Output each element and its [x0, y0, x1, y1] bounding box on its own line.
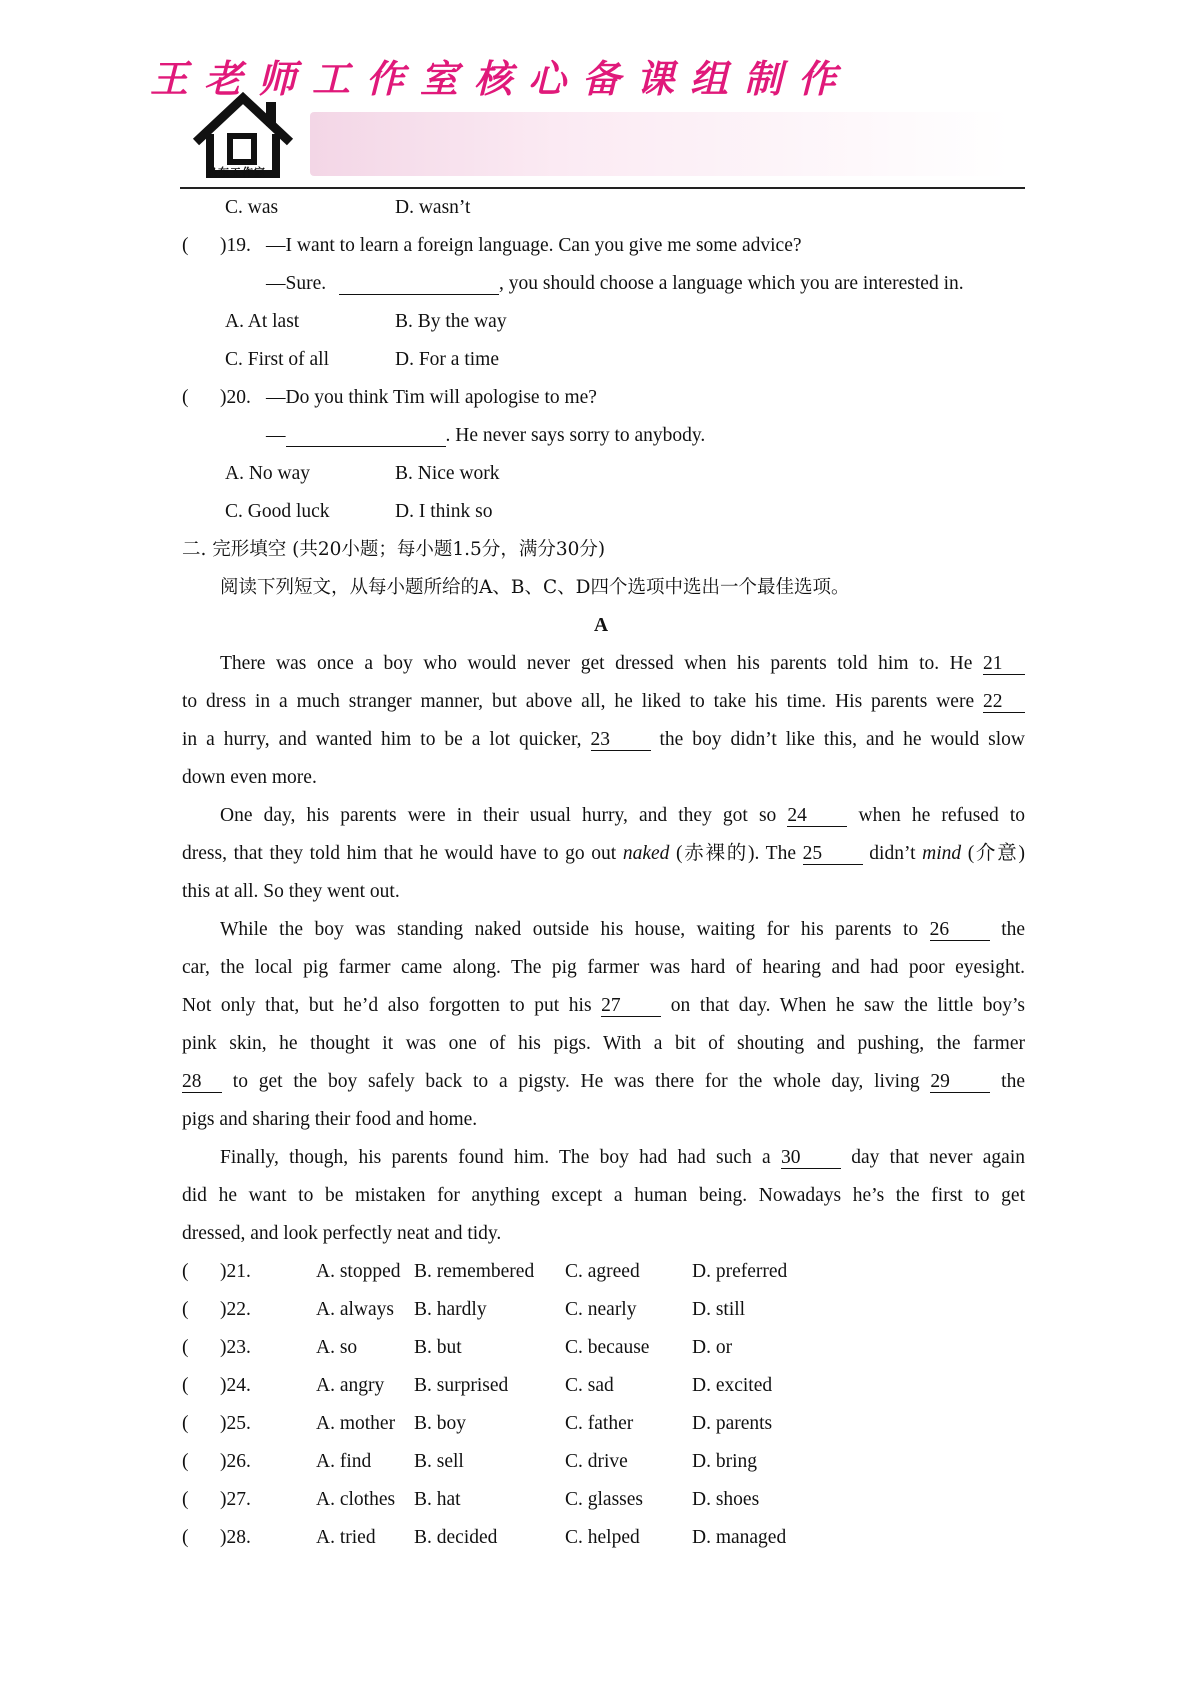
- question-24-option-d[interactable]: D. excited: [692, 1375, 773, 1396]
- banner-background: [310, 112, 1010, 176]
- q19-option-b: B. By the way: [395, 311, 507, 332]
- question-26-option-c[interactable]: C. drive: [565, 1451, 628, 1472]
- passage-line: down even more.: [182, 767, 317, 788]
- q19-reply: [266, 272, 964, 296]
- blank-30[interactable]: 30: [781, 1148, 841, 1169]
- passage-line: pink skin, he thought it was one of his pigs. With a bit of shouting and pushing, the farmer: [182, 1033, 1025, 1054]
- blank-26[interactable]: 26: [930, 920, 990, 941]
- question-25-option-b[interactable]: B. boy: [414, 1413, 467, 1434]
- question-28-number: )28.: [220, 1527, 251, 1548]
- logo-caption: 泉东工作室: [206, 166, 266, 179]
- question-27-option-d[interactable]: D. shoes: [692, 1489, 760, 1510]
- question-21-option-c[interactable]: C. agreed: [565, 1261, 640, 1282]
- question-22-option-b[interactable]: B. hardly: [414, 1299, 487, 1320]
- question-27-option-a[interactable]: A. clothes: [316, 1489, 396, 1510]
- question-22-option-d[interactable]: D. still: [692, 1299, 746, 1320]
- question-21-option-a[interactable]: A. stopped: [316, 1261, 401, 1282]
- question-28-option-b[interactable]: B. decided: [414, 1527, 498, 1548]
- question-28-option-c[interactable]: C. helped: [565, 1527, 640, 1548]
- question-26-option-b[interactable]: B. sell: [414, 1451, 464, 1472]
- passage-line: Not only that, but he’d also forgotten to put his 27 on that day. When he saw the little boy’s: [182, 995, 1026, 1016]
- question-24-paren: (: [182, 1375, 189, 1396]
- question-27-paren: (: [182, 1489, 189, 1510]
- q20-reply-start: —: [266, 425, 286, 446]
- question-26-number: )26.: [220, 1451, 251, 1472]
- question-23-paren: (: [182, 1337, 189, 1358]
- passage-line: pigs and sharing their food and home.: [182, 1109, 478, 1130]
- banner-title: 王老师工作室核心备课组制作: [150, 57, 853, 101]
- passage-line: in a hurry, and wanted him to be a lot quicker, 23 the boy didn’t like this, and he would slow: [182, 729, 1026, 750]
- question-23-option-a[interactable]: A. so: [316, 1337, 358, 1358]
- question-25-option-a[interactable]: A. mother: [316, 1413, 396, 1434]
- question-21-option-b[interactable]: B. remembered: [414, 1261, 535, 1282]
- question-21-paren: (: [182, 1261, 189, 1282]
- section-heading: 二. 完形填空 (共20小题；每小题1.5分，满分30分): [182, 539, 606, 560]
- passage-line: dressed, and look perfectly neat and tidy.: [182, 1223, 502, 1244]
- question-27-option-b[interactable]: B. hat: [414, 1489, 461, 1510]
- question-22-option-a[interactable]: A. always: [316, 1299, 394, 1320]
- question-28-option-d[interactable]: D. managed: [692, 1527, 787, 1548]
- passage-line: 28 to get the boy safely back to a pigsty. He was there for the whole day, living 29 the: [182, 1071, 1025, 1092]
- q19-reply-start: —Sure.: [266, 273, 327, 294]
- blank-23[interactable]: 23: [591, 730, 651, 751]
- question-26-option-d[interactable]: D. bring: [692, 1451, 757, 1472]
- q19-option-a: A. At last: [225, 311, 300, 332]
- passage-line: One day, his parents were in their usual hurry, and they got so 24 when he refused to: [220, 805, 1026, 826]
- question-23-number: )23.: [220, 1337, 251, 1358]
- q20-number: )20.: [220, 387, 251, 408]
- passage-line: While the boy was standing naked outside his house, waiting for his parents to 26 the: [220, 919, 1026, 940]
- question-28-option-a[interactable]: A. tried: [316, 1527, 376, 1548]
- question-23-option-d[interactable]: D. or: [692, 1337, 733, 1358]
- q19-option-d: D. For a time: [395, 349, 499, 370]
- question-22-option-c[interactable]: C. nearly: [565, 1299, 637, 1320]
- question-24-option-a[interactable]: A. angry: [316, 1375, 385, 1396]
- question-26-paren: (: [182, 1451, 189, 1472]
- passage-line: dress, that they told him that he would have to go out naked (赤裸的). The 25 didn’t mind (介意): [182, 843, 1026, 864]
- q20-option-b: B. Nice work: [395, 463, 500, 484]
- question-22-number: )22.: [220, 1299, 251, 1320]
- passage-line: to dress in a much stranger manner, but above all, he liked to take his time. His parents were 22: [182, 690, 1025, 714]
- question-21-number: )21.: [220, 1261, 251, 1282]
- q20-option-d: D. I think so: [395, 501, 493, 522]
- passage-line: car, the local pig farmer came along. The pig farmer was hard of hearing and had poor eyesight.: [182, 957, 1025, 978]
- q19-question: —I want to learn a foreign language. Can you give me some advice?: [266, 235, 802, 256]
- passage-line: did he want to be mistaken for anything except a human being. Nowadays he’s the first to get: [182, 1185, 1025, 1206]
- q20-answer-blank[interactable]: [286, 426, 446, 447]
- q19-option-c: C. First of all: [225, 349, 330, 370]
- blank-24[interactable]: 24: [787, 806, 847, 827]
- question-24-number: )24.: [220, 1375, 251, 1396]
- passage-label: A: [594, 615, 609, 636]
- passage-line: Finally, though, his parents found him. The boy had had such a 30 day that never again: [220, 1147, 1025, 1168]
- question-25-option-d[interactable]: D. parents: [692, 1413, 773, 1434]
- question-28-paren: (: [182, 1527, 189, 1548]
- question-25-number: )25.: [220, 1413, 251, 1434]
- question-22-paren: (: [182, 1299, 189, 1320]
- q19-answer-blank[interactable]: [339, 274, 499, 295]
- blank-25[interactable]: 25: [803, 844, 863, 865]
- blank-21[interactable]: 21: [983, 654, 1025, 675]
- q19-number: )19.: [220, 235, 251, 256]
- blank-27[interactable]: 27: [601, 996, 661, 1017]
- question-25-paren: (: [182, 1413, 189, 1434]
- question-24-option-c[interactable]: C. sad: [565, 1375, 614, 1396]
- question-24-option-b[interactable]: B. surprised: [414, 1375, 509, 1396]
- blank-22[interactable]: 22: [983, 692, 1025, 713]
- header-divider: [180, 187, 1025, 189]
- q20-paren: (: [182, 387, 189, 408]
- question-23-option-b[interactable]: B. but: [414, 1337, 462, 1358]
- question-25-option-c[interactable]: C. father: [565, 1413, 634, 1434]
- q20-option-c: C. Good luck: [225, 501, 330, 522]
- q19-reply-end: , you should choose a language which you are interested in.: [499, 273, 964, 294]
- q20-reply-end: . He never says sorry to anybody.: [445, 425, 706, 446]
- question-21-option-d[interactable]: D. preferred: [692, 1261, 788, 1282]
- q20-question: —Do you think Tim will apologise to me?: [266, 387, 597, 408]
- question-23-option-c[interactable]: C. because: [565, 1337, 650, 1358]
- section-instruction: 阅读下列短文，从每小题所给的A、B、C、D四个选项中选出一个最佳选项。: [220, 577, 850, 598]
- question-26-option-a[interactable]: A. find: [316, 1451, 372, 1472]
- question-27-number: )27.: [220, 1489, 251, 1510]
- blank-29[interactable]: 29: [930, 1072, 990, 1093]
- q18-option-c: C. was: [225, 197, 279, 218]
- passage-line: this at all. So they went out.: [182, 881, 400, 902]
- q19-paren: (: [182, 235, 189, 256]
- q20-option-a: A. No way: [225, 463, 311, 484]
- blank-28[interactable]: 28: [182, 1072, 222, 1093]
- question-27-option-c[interactable]: C. glasses: [565, 1489, 643, 1510]
- q20-reply: [266, 424, 705, 448]
- passage-line: There was once a boy who would never get dressed when his parents told him to. He 21: [220, 652, 1025, 676]
- q18-option-d: D. wasn’t: [395, 197, 471, 218]
